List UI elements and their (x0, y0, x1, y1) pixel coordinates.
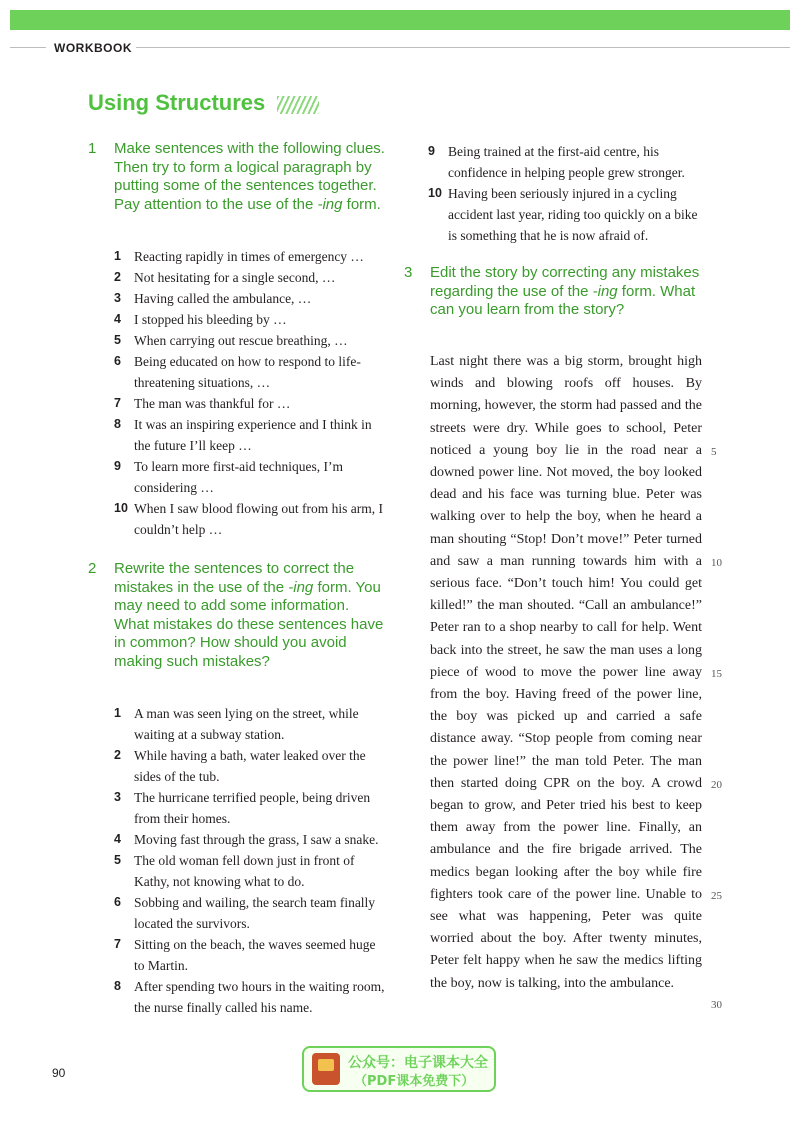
list-item: 7 Sitting on the beach, the waves seemed huge to Martin. (114, 937, 376, 973)
list-item: 10 Having been seriously injured in a cycling accident last year, riding too quickly on a bike is something that he is now afraid of. (428, 186, 698, 243)
story-paragraph: Last night there was a big storm, brought high winds and blowing roofs off houses. By morning, however, the storm had passed and the streets were dry. While goes to school, Peter noticed a young boy lie in the road near a downed power line. Not moved, the boy looked dead and his face was turning blue. Peter was walking over to help the boy, when he heard a man shouting “Stop! Don’t move!” Peter turned and saw a man running towards him with a serious face. “Don’t touch him! You could get killed!” the man shouted. “Call an ambulance!” Peter ran to a shop nearby to call for help. Went back into the street, he saw the man uses a long piece of wood to move the power line away from the boy. Having freed of the power line, the boy was picked up and carried a safe distance away. “Stop people from coming near the power line!” the man told Peter. The man then started doing CPR on the boy. A crowd began to grow, and Peter tried his best to keep them away from the power line. Finally, an ambulance and the fire brigade arrived. The medics began looking after the boy while fire fighters took care of the power line. Unable to see what was happening, Peter was quite worried about the boy. After twenty minutes, Peter felt happy when he saw the medics lifting the boy, now is talking, into the ambulance. (430, 354, 702, 991)
section-title: Using Structures (88, 90, 266, 115)
list-item: 9 Being trained at the first-aid centre, his confidence in helping people grew stronger. (428, 144, 685, 180)
line-number: 25 (711, 890, 722, 902)
title-hatch-decoration (277, 96, 319, 114)
list-item: 4 I stopped his bleeding by … (114, 312, 287, 327)
line-number: 10 (711, 557, 722, 569)
list-item: 9 To learn more first-aid techniques, I’m considering … (114, 459, 343, 495)
list-item: 10 When I saw blood flowing out from his arm, I couldn’t help … (114, 501, 383, 537)
line-number: 30 (711, 999, 722, 1011)
task-3-text: Edit the story by correcting any mistakes regarding the use of the -ing form. What can you learn from the story? (430, 264, 700, 318)
task-2-number: 2 (88, 560, 97, 577)
list-item: 6 Being educated on how to respond to life-threatening situations, … (114, 354, 361, 390)
header-rule-left (10, 47, 46, 48)
list-item: 5 The old woman fell down just in front of Kathy, not knowing what to do. (114, 853, 355, 889)
list-item: 4 Moving fast through the grass, I saw a snake. (114, 832, 379, 847)
list-item: 7 The man was thankful for … (114, 396, 291, 411)
line-number: 5 (711, 446, 717, 458)
list-item: 8 After spending two hours in the waiting room, the nurse finally called his name. (114, 979, 385, 1015)
task-1-list-continued (428, 141, 702, 246)
watermark-line-1: 公众号：电子课本大全 (348, 1055, 488, 1071)
list-item: 3 Having called the ambulance, … (114, 291, 312, 306)
list-item: 1 A man was seen lying on the street, while waiting at a subway station. (114, 706, 359, 742)
task-2-instructions (88, 560, 388, 671)
page-number: 90 (52, 1066, 66, 1080)
task-1-list (114, 246, 386, 540)
book-logo-icon (312, 1053, 340, 1085)
list-item: 8 It was an inspiring experience and I think in the future I’ll keep … (114, 417, 372, 453)
task-3-number: 3 (404, 264, 413, 281)
task-1-text: Make sentences with the following clues. Then try to form a logical paragraph by putting some of the sentences together. Pay attention to the use of the -ing form. (114, 140, 385, 213)
list-item: 2 While having a bath, water leaked over the sides of the tub. (114, 748, 366, 784)
task-1-number: 1 (88, 140, 97, 157)
task-2-list (114, 703, 386, 1018)
header-rule (136, 47, 790, 48)
task-3-instructions (404, 264, 704, 320)
task-1-instructions (88, 140, 388, 214)
list-item: 1 Reacting rapidly in times of emergency … (114, 249, 364, 264)
line-number: 20 (711, 779, 722, 791)
list-item: 6 Sobbing and wailing, the search team finally located the survivors. (114, 895, 376, 931)
watermark-badge (302, 1046, 496, 1092)
watermark-line-2: （PDF课本免费下） (354, 1074, 475, 1089)
line-number: 15 (711, 668, 722, 680)
top-color-bar (10, 10, 790, 30)
list-item: 5 When carrying out rescue breathing, … (114, 333, 348, 348)
task-2-text: Rewrite the sentences to correct the mistakes in the use of the -ing form. You may need to add some information. What mistakes do these sentences have in common? How should you avoid making such mistakes? (114, 560, 384, 670)
workbook-label: WORKBOOK (54, 41, 132, 55)
list-item: 3 The hurricane terrified people, being driven from their homes. (114, 790, 371, 826)
list-item: 2 Not hesitating for a single second, … (114, 270, 336, 285)
